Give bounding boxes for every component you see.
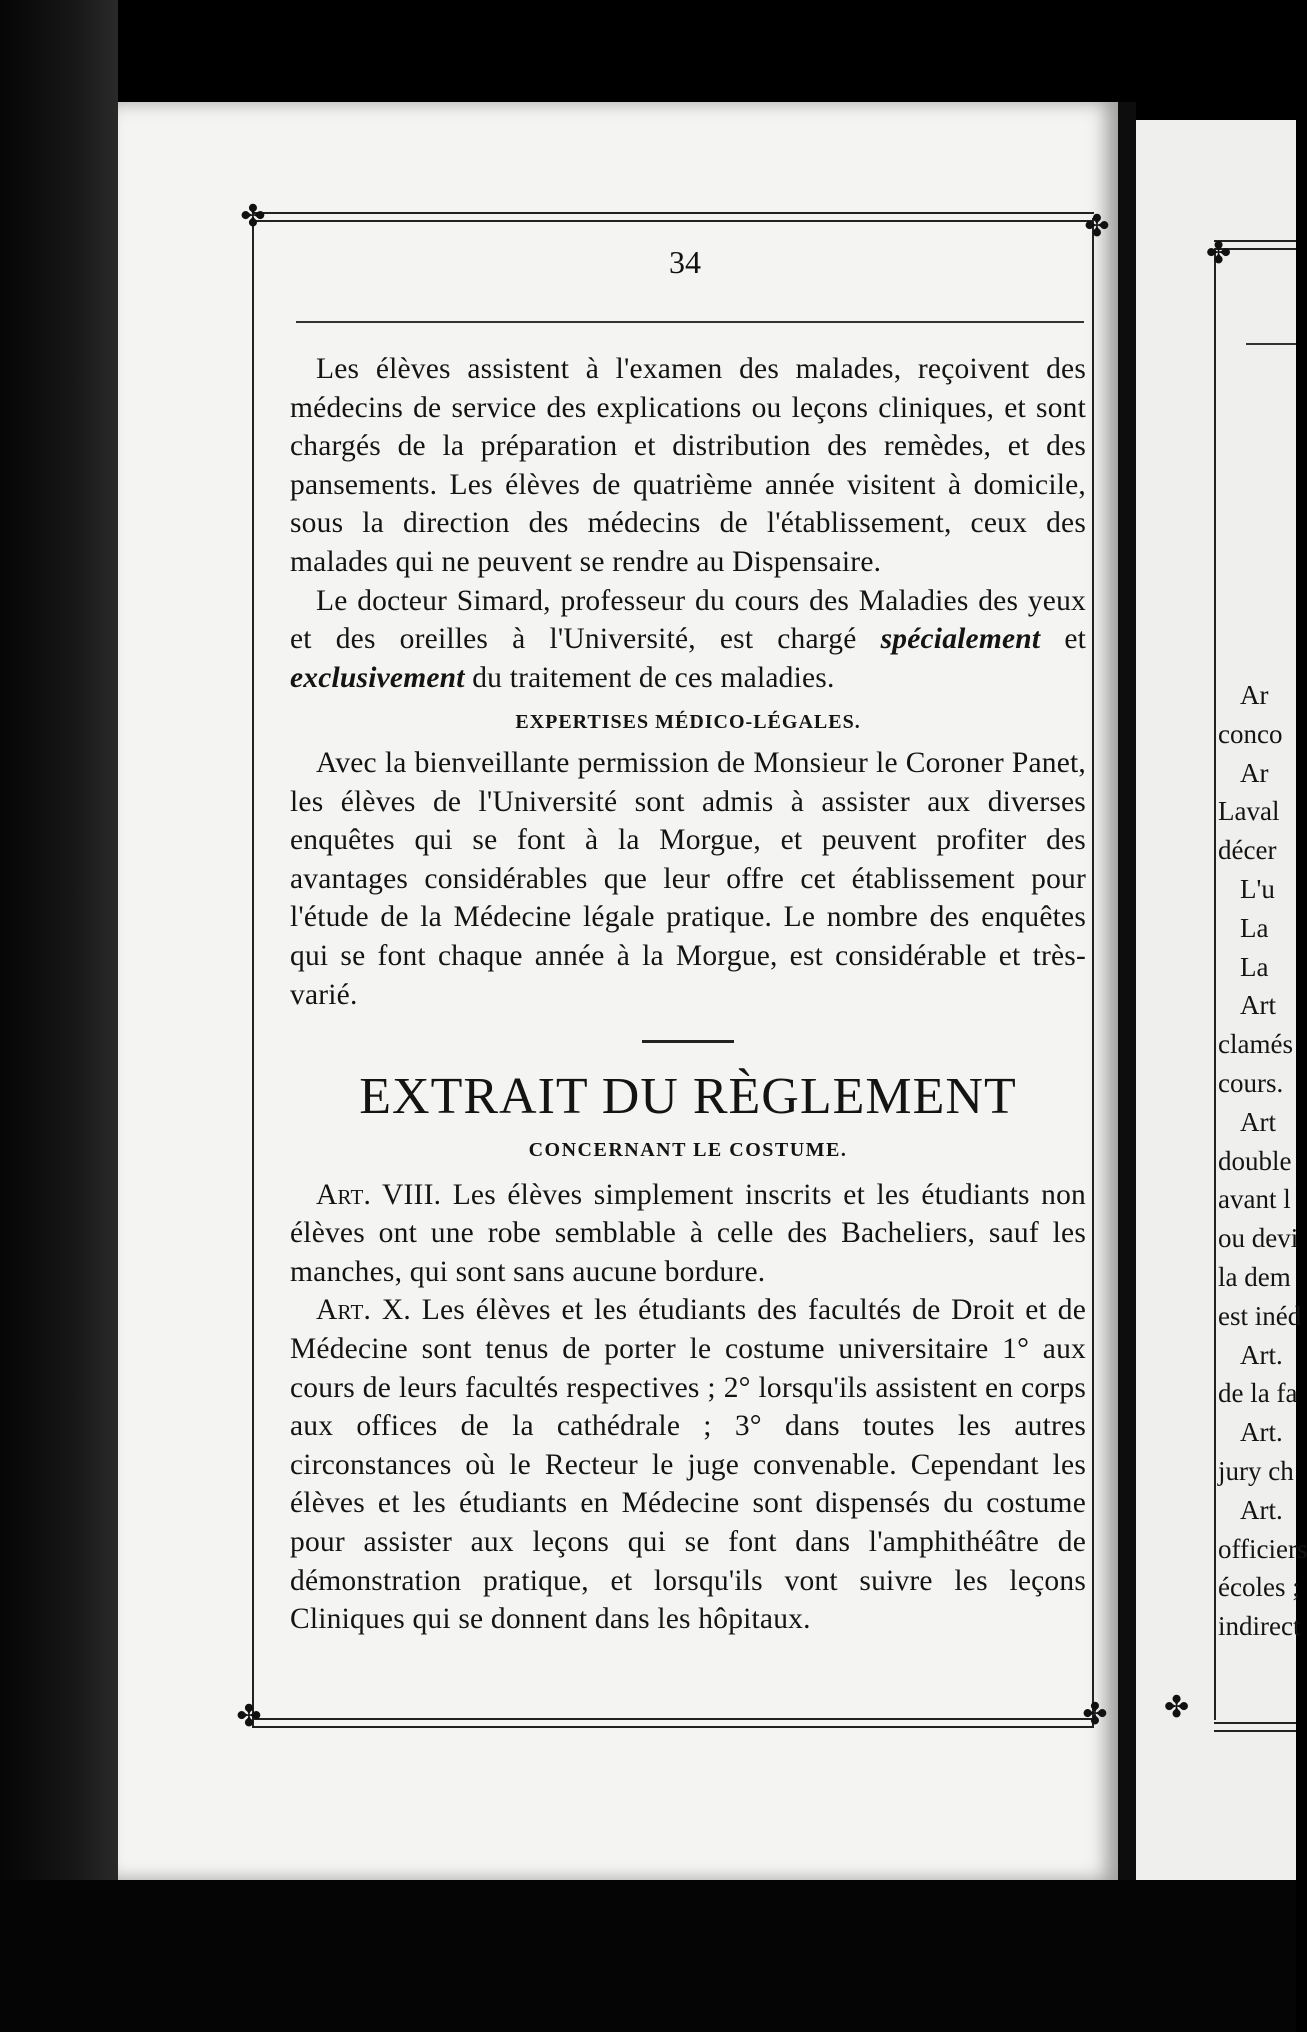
corner-ornament-icon: ✤ — [236, 1700, 262, 1733]
book-spine — [1118, 102, 1136, 1880]
facing-page-line: de la fa — [1218, 1378, 1298, 1409]
paragraph-dr-simard — [290, 582, 1086, 698]
corner-ornament-icon: ✤ — [1082, 1698, 1108, 1731]
header-rule — [296, 321, 1084, 323]
page-number: 34 — [669, 244, 701, 280]
facing-page-line: Laval — [1218, 796, 1280, 827]
paragraph-text: et — [1040, 623, 1087, 656]
separator-rule — [642, 1040, 734, 1043]
facing-page-text — [1218, 676, 1307, 1646]
scan-background — [0, 1880, 1296, 2032]
facing-header-rule — [1246, 343, 1296, 345]
article-label: Art. VIII. — [316, 1178, 442, 1211]
facing-page-line: est inéd — [1218, 1300, 1302, 1331]
facing-page-line: Art. — [1240, 1494, 1283, 1525]
facing-page-line: La — [1240, 951, 1269, 982]
book-gutter-left — [0, 0, 118, 2032]
facing-page-line: indirect — [1218, 1611, 1301, 1642]
page-text — [290, 350, 1086, 1639]
article-viii — [290, 1176, 1086, 1292]
paragraph-text: Le docteur Simard, professeur du cours des Maladies des yeux et des oreilles à l'Université, est chargé — [290, 584, 1086, 656]
facing-page-line: La — [1240, 912, 1269, 943]
corner-ornament-icon: ✤ — [240, 200, 266, 233]
article-label: Art. X. — [316, 1294, 411, 1327]
paragraph-text: du traitement de ces maladies. — [464, 661, 835, 694]
facing-page-line: L'u — [1240, 873, 1275, 904]
facing-page-line: double — [1218, 1145, 1292, 1176]
facing-page-line: jury ch — [1218, 1455, 1294, 1486]
facing-page-line: Art — [1240, 1106, 1276, 1137]
section-heading: EXPERTISES MÉDICO-LÉGALES. — [515, 711, 861, 734]
frame-top-rule — [252, 212, 1094, 222]
facing-page-line: Ar — [1240, 757, 1269, 788]
emphasis-text: spécialement — [880, 623, 1041, 656]
facing-page-line: écoles ; — [1218, 1572, 1300, 1603]
facing-page-line: Art — [1240, 990, 1276, 1021]
corner-ornament-icon: ✤ — [1084, 210, 1110, 243]
regulation-title: EXTRAIT DU RÈGLEMENT — [359, 1068, 1017, 1126]
facing-page-line: la dem — [1218, 1261, 1291, 1292]
facing-page-line: décer — [1218, 835, 1277, 866]
corner-ornament-icon: ✤ — [1206, 237, 1232, 270]
facing-page-line: officiers — [1218, 1533, 1307, 1564]
paragraph-morgue: Avec la bienveillante permission de Monsieur le Coroner Panet, les élèves de l'Université sont admis à assister aux diverses enquêtes qui se font à la Morgue, et peuvent profiter des avantages considérables que leur offre cet établissement pour l'étude de la Médecine légale pratique. Le nombre des enquêtes qui se font chaque année à la Morgue, est considérable et très-varié. — [290, 746, 1086, 1011]
regulation-subtitle: CONCERNANT LE COSTUME. — [528, 1139, 848, 1162]
facing-page-line: Ar — [1240, 680, 1269, 710]
facing-page-line: cours. — [1218, 1067, 1284, 1098]
corner-ornament-icon: ✤ — [1164, 1691, 1190, 1724]
frame-bottom-rule — [252, 1718, 1094, 1728]
article-x — [290, 1291, 1086, 1638]
article-text: Les élèves simplement inscrits et les étudiants non élèves ont une robe semblable à celle des Bacheliers, sauf les manches, qui sont sans aucune bordure. — [290, 1178, 1086, 1288]
facing-page-line: Art. — [1240, 1339, 1283, 1370]
article-text: Les élèves et les étudiants des facultés de Droit et de Médecine sont tenus de porter le costume universitaire 1° aux cours de leurs facultés respectives ; 2° lorsqu'ils assistent en corps aux offices de la cathédrale ; 3° dans toutes les autres circonstances où le Recteur le juge convenable. Cependant les élèves et les étudiants en Médecine sont dispensés du costume pour assister aux leçons qui se font dans l'amphithéâtre de démonstration pratique, et lorsqu'ils vont suivre les leçons Cliniques qui se donnent dans les hôpitaux. — [290, 1294, 1086, 1636]
facing-page-line: Art. — [1240, 1417, 1283, 1448]
paragraph-clinical-duties: Les élèves assistent à l'examen des malades, reçoivent des médecins de service des explications ou leçons cliniques, et sont chargés de la préparation et distribution des remèdes, et des pansements. Les élèves de quatrième année visitent à domicile, sous la direction des médecins de l'établissement, ceux des malades qui ne peuvent se rendre au Dispensaire. — [290, 353, 1086, 578]
facing-page-line: clamés — [1218, 1029, 1293, 1060]
facing-page-line: avant l — [1218, 1184, 1291, 1215]
facing-page-line: ou devi — [1218, 1223, 1299, 1254]
facing-page-frame — [1214, 250, 1216, 1720]
facing-frame-bottom-rule — [1214, 1722, 1296, 1732]
emphasis-text: exclusivement — [290, 661, 465, 694]
facing-page-line: conco — [1218, 718, 1283, 749]
